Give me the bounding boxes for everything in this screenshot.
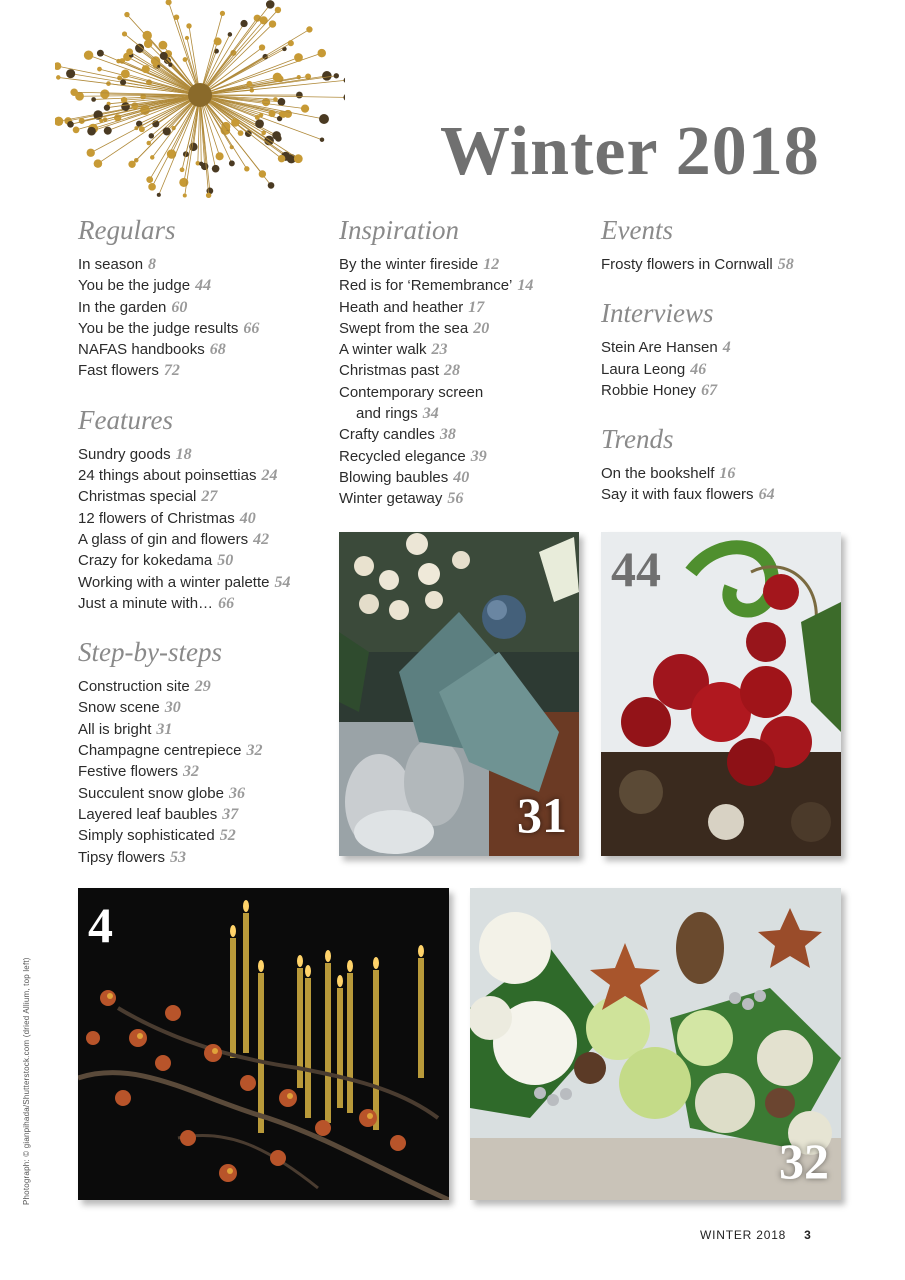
toc-entry[interactable]: Layered leaf baubles 37	[78, 805, 239, 823]
toc-entry[interactable]: In the garden 60	[78, 298, 188, 316]
toc-entry[interactable]: 24 things about poinsettias 24	[78, 467, 278, 485]
toc-entry[interactable]: Succulent snow globe 36	[78, 784, 245, 802]
toc-entry[interactable]: Frosty flowers in Cornwall 58	[601, 256, 794, 273]
photo-page-number: 4	[88, 897, 113, 953]
toc-entry[interactable]: By the winter fireside 12	[339, 256, 500, 273]
section-events	[601, 210, 851, 275]
toc-entry[interactable]: Swept from the sea 20	[339, 319, 490, 337]
photo-credit: Photograph: © gianpihada/Shutterstock.com (dried Allium, top left)	[22, 957, 31, 1205]
toc-entry[interactable]: In season 8	[78, 256, 157, 273]
toc-entry[interactable]: Snow scene 30	[78, 699, 181, 717]
section-interviews	[601, 293, 851, 401]
section-heading: Inspiration	[339, 215, 460, 245]
photo-winter-arrangement[interactable]	[339, 532, 579, 856]
toc-entry[interactable]: Working with a winter palette 54	[78, 573, 291, 591]
footer-page-number: 3	[804, 1228, 812, 1242]
toc-entry[interactable]: You be the judge results 66	[78, 319, 260, 337]
toc-entry[interactable]: Tipsy flowers 53	[78, 848, 186, 866]
photo-candles-orchids[interactable]	[78, 888, 449, 1200]
toc-entry[interactable]: Sundry goods 18	[78, 445, 192, 463]
page-footer	[700, 1228, 880, 1242]
toc-entry[interactable]: On the bookshelf 16	[601, 465, 736, 483]
toc-entry[interactable]: Christmas past 28	[339, 362, 461, 380]
section-heading: Trends	[601, 424, 674, 455]
toc-entry[interactable]: Blowing baubles 40	[339, 468, 470, 486]
footer-issue: WINTER 2018	[700, 1228, 787, 1242]
section-step-by-steps	[78, 632, 328, 868]
toc-entry[interactable]: Christmas special 27	[78, 488, 218, 506]
toc-entry[interactable]: Contemporary screen and rings 34	[339, 383, 484, 423]
toc-entry[interactable]: Crazy for kokedama 50	[78, 552, 234, 570]
section-features	[78, 400, 328, 614]
toc-entry[interactable]: A winter walk 23	[339, 341, 448, 359]
toc-entry[interactable]: Festive flowers 32	[78, 763, 200, 781]
toc-entry[interactable]: Just a minute with… 66	[78, 594, 235, 612]
section-heading: Interviews	[601, 298, 714, 329]
toc-entry[interactable]: NAFAS handbooks 68	[78, 341, 226, 359]
photo-red-roses[interactable]	[601, 532, 841, 856]
toc-entry[interactable]: Champagne centrepiece 32	[78, 742, 263, 760]
section-heading: Step-by-steps	[78, 637, 222, 668]
toc-entry[interactable]: Laura Leong 46	[601, 360, 707, 378]
toc-column-left	[78, 210, 328, 886]
section-heading: Regulars	[78, 215, 176, 245]
section-heading: Features	[78, 404, 173, 435]
toc-entry[interactable]: Winter getaway 56	[339, 490, 464, 508]
photo-page-number: 44	[611, 541, 661, 597]
toc-entry[interactable]: Fast flowers 72	[78, 362, 180, 380]
toc-entry[interactable]: Stein Are Hansen 4	[601, 339, 731, 357]
photo-white-rose-centrepiece[interactable]	[470, 888, 841, 1200]
toc-entry[interactable]: Red is for ‘Remembrance’ 14	[339, 277, 534, 295]
toc-entry[interactable]: Crafty candles 38	[339, 426, 456, 444]
page-title: Winter 2018	[440, 113, 820, 190]
toc-entry[interactable]: Heath and heather 17	[339, 298, 485, 316]
toc-entry[interactable]: You be the judge 44	[78, 277, 212, 295]
toc-entry[interactable]: Recycled elegance 39	[339, 447, 487, 465]
toc-entry[interactable]: 12 flowers of Christmas 40	[78, 509, 256, 527]
toc-entry[interactable]: Construction site 29	[78, 678, 211, 696]
toc-entry[interactable]: Robbie Honey 67	[601, 381, 718, 399]
section-inspiration	[339, 210, 589, 510]
toc-entry[interactable]: Simply sophisticated 52	[78, 827, 236, 845]
photo-page-number: 31	[517, 787, 567, 843]
section-regulars	[78, 210, 328, 382]
toc-entry[interactable]: All is bright 31	[78, 720, 173, 738]
toc-entry[interactable]: A glass of gin and flowers 42	[78, 530, 270, 548]
section-heading: Events	[601, 215, 673, 245]
toc-column-middle	[339, 210, 589, 528]
toc-entry[interactable]: Say it with faux flowers 64	[601, 486, 775, 504]
photo-page-number: 32	[779, 1133, 829, 1189]
toc-column-right	[601, 210, 851, 524]
dried-allium-image	[55, 0, 345, 205]
section-trends	[601, 419, 851, 506]
